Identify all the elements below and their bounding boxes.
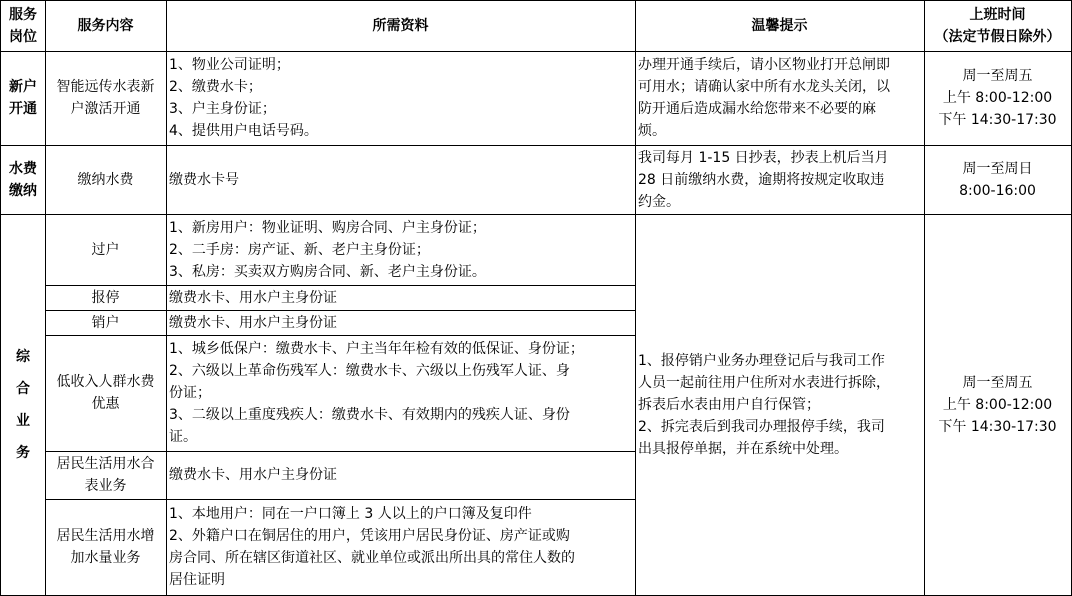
combined-meter-service-line-1: 居民生活用水合 (56, 456, 155, 472)
new-account-tips-line-3: 防开通后造成漏水给您带来不必要的麻 (638, 101, 876, 117)
new-account-position (1, 51, 45, 145)
low-income-materials-line-2: 2、六级以上革命伤残军人：缴费水卡、六级以上伤残军人证、身 (169, 363, 570, 379)
cancel-account-service (45, 310, 166, 335)
combined-meter-materials-label: 缴费水卡、用水户主身份证 (169, 467, 337, 483)
combined-meter-service-line-2: 表业务 (84, 478, 127, 494)
rule-low-income (45, 451, 636, 452)
new-account-tips-line-4: 烦。 (638, 123, 666, 139)
low-income-materials (166, 335, 635, 451)
increase-quota-materials-line-2: 2、外籍户口在铜居住的用户，凭该用户居民身份证、房产证或购 (169, 528, 570, 544)
general-tips-line-1: 1、报停销户业务办理登记后与我司工作 (638, 352, 885, 369)
transfer-materials (166, 214, 635, 285)
transfer-materials-line-3: 3、私房：买卖双方购房合同、新、老户主身份证。 (169, 263, 486, 280)
rule-cancel (45, 335, 636, 336)
fee-payment-hours (924, 145, 1071, 214)
new-account-materials-line-2: 2、缴费水卡； (169, 79, 262, 95)
new-account-tips-line-1: 办理开通手续后，请小区物业打开总闸即 (638, 57, 890, 73)
header-position-line-2: 岗位 (9, 29, 37, 45)
suspend-materials-label: 缴费水卡、用水户主身份证 (169, 289, 337, 306)
header-tips (635, 1, 924, 51)
rule-new-account (0, 145, 1072, 146)
header-position (1, 1, 45, 51)
general-position-char-2: 合 (16, 380, 30, 397)
header-hours-line-2: （法定节假日除外） (934, 29, 1061, 45)
fee-payment-tips (635, 145, 924, 214)
new-account-service-line-1: 智能远传水表新 (56, 79, 155, 95)
new-account-materials-line-1: 1、物业公司证明； (169, 57, 290, 73)
general-position-char-1: 综 (16, 348, 30, 365)
rule-combined (45, 499, 636, 500)
new-account-materials (166, 51, 635, 145)
suspend-materials (166, 285, 635, 310)
rule-suspend (45, 310, 636, 311)
new-account-service (45, 51, 166, 145)
border-top (0, 0, 1072, 1)
cancel-account-service-label: 销户 (91, 314, 120, 331)
suspend-service-label: 报停 (91, 289, 120, 306)
fee-payment-service (45, 145, 166, 214)
fee-payment-tips-line-1: 我司每月 1-15 日抄表，抄表上机后当月 (638, 149, 889, 166)
cancel-account-materials (166, 310, 635, 335)
increase-quota-materials-line-1: 1、本地用户：同在一户口簿上 3 人以上的户口簿及复印件 (169, 506, 532, 522)
rule-fee-payment (0, 214, 1072, 215)
new-account-materials-line-3: 3、户主身份证； (169, 101, 276, 117)
general-hours-line-2: 上午 8:00-12:00 (942, 396, 1053, 413)
increase-quota-service-line-2: 加水量业务 (70, 550, 141, 566)
fee-payment-materials-label: 缴费水卡号 (169, 171, 239, 188)
general-tips-line-2: 人员一起前往用户住所对水表进行拆除， (638, 374, 890, 391)
header-materials-label: 所需资料 (372, 18, 429, 34)
suspend-service (45, 285, 166, 310)
col-rule-1 (45, 0, 46, 596)
rule-transfer (45, 285, 636, 286)
new-account-hours-line-2: 上午 8:00-12:00 (942, 90, 1053, 106)
new-account-tips-line-2: 可用水；请确认家中所有水龙头关闭，以 (638, 79, 890, 95)
header-hours (924, 1, 1071, 51)
new-account-position-line-1: 新户 (9, 79, 37, 95)
col-rule-3 (635, 0, 636, 596)
general-hours (924, 214, 1071, 595)
general-position-char-4: 务 (16, 444, 30, 461)
rule-header (0, 51, 1072, 52)
increase-quota-materials-line-3: 房合同、所在辖区街道社区、就业单位或派出所出具的常住人数的 (169, 550, 575, 566)
fee-payment-hours-line-2: 8:00-16:00 (959, 182, 1036, 199)
fee-payment-tips-line-3: 约金。 (638, 193, 680, 210)
combined-meter-service (45, 451, 166, 499)
fee-payment-hours-line-1: 周一至周日 (962, 160, 1033, 177)
low-income-service-line-1: 低收入人群水费 (56, 374, 155, 390)
increase-quota-service-line-1: 居民生活用水增 (56, 528, 155, 544)
fee-payment-service-label: 缴纳水费 (77, 171, 134, 188)
new-account-position-line-2: 开通 (9, 101, 37, 117)
low-income-service-line-2: 优惠 (91, 396, 120, 412)
general-hours-line-1: 周一至周五 (962, 374, 1033, 391)
increase-quota-service (45, 499, 166, 595)
header-service-label: 服务内容 (77, 18, 134, 34)
low-income-materials-line-3: 份证； (169, 385, 211, 401)
new-account-hours-line-1: 周一至周五 (962, 68, 1033, 84)
general-tips-line-3: 拆表后水表由用户自行保管； (638, 396, 820, 413)
combined-meter-materials (166, 451, 635, 499)
header-materials (166, 1, 635, 51)
fee-payment-tips-line-2: 28 日前缴纳水费，逾期将按规定收取违 (638, 171, 885, 188)
fee-payment-position-line-2: 缴纳 (9, 182, 37, 199)
general-hours-line-3: 下午 14:30-17:30 (938, 418, 1057, 435)
increase-quota-materials (166, 499, 635, 595)
cancel-account-materials-label: 缴费水卡、用水户主身份证 (169, 314, 337, 331)
fee-payment-position-line-1: 水费 (9, 160, 37, 177)
fee-payment-materials (166, 145, 635, 214)
general-position (1, 214, 45, 595)
new-account-hours (924, 51, 1071, 145)
general-tips-line-4: 2、拆完表后到我司办理报停手续，我司 (638, 418, 885, 435)
fee-payment-position (1, 145, 45, 214)
new-account-hours-line-3: 下午 14:30-17:30 (938, 112, 1057, 128)
col-rule-2 (166, 0, 167, 596)
col-rule-4 (924, 0, 925, 596)
low-income-materials-line-1: 1、城乡低保户：缴费水卡、户主当年年检有效的低保证、身份证； (169, 341, 584, 357)
general-position-char-3: 业 (16, 412, 30, 429)
transfer-service-label: 过户 (91, 241, 120, 258)
transfer-service (45, 214, 166, 285)
new-account-materials-line-4: 4、提供用户电话号码。 (169, 123, 318, 139)
new-account-tips (635, 51, 924, 145)
general-tips-line-5: 出具报停单据，并在系统中处理。 (638, 440, 848, 457)
header-tips-label: 温馨提示 (751, 18, 808, 34)
low-income-materials-line-4: 3、二级以上重度残疾人：缴费水卡、有效期内的残疾人证、身份 (169, 407, 570, 423)
increase-quota-materials-line-4: 居住证明 (169, 572, 225, 588)
low-income-materials-line-5: 证。 (169, 429, 197, 445)
transfer-materials-line-2: 2、二手房：房产证、新、老户主身份证； (169, 241, 430, 258)
header-hours-line-1: 上班时间 (969, 7, 1026, 23)
general-tips (635, 214, 924, 595)
border-left (0, 0, 1, 596)
low-income-service (45, 335, 166, 451)
new-account-service-line-2: 户激活开通 (70, 101, 141, 117)
header-position-line-1: 服务 (9, 7, 37, 23)
transfer-materials-line-1: 1、新房用户：物业证明、购房合同、户主身份证； (169, 219, 486, 236)
header-service (45, 1, 166, 51)
